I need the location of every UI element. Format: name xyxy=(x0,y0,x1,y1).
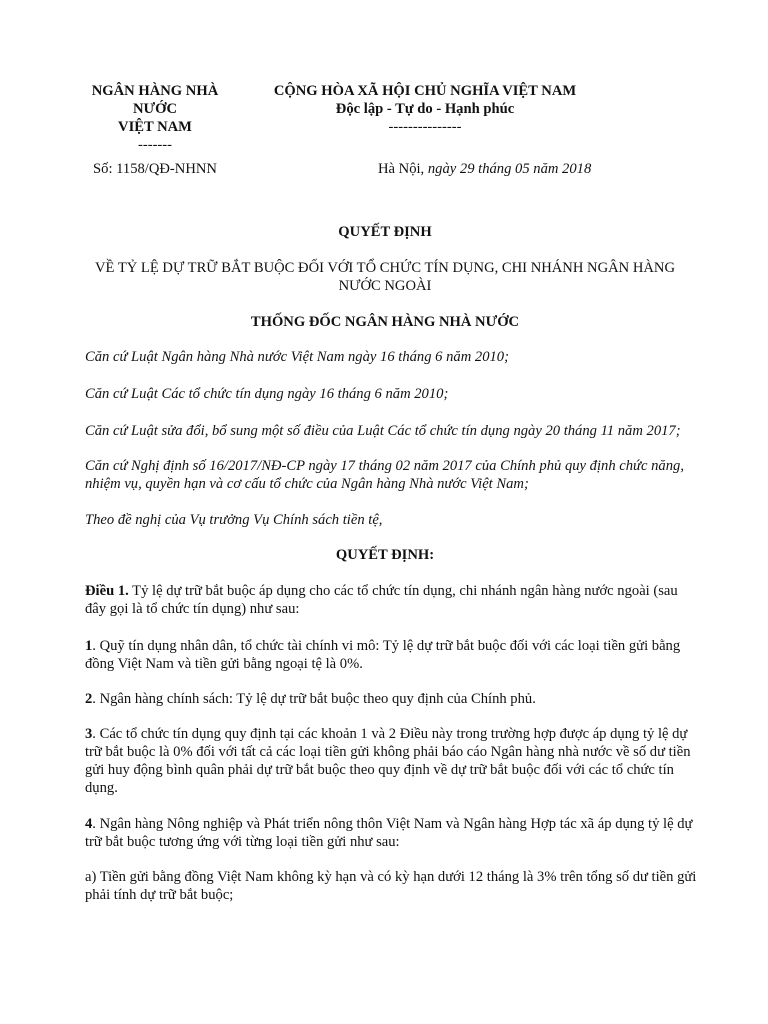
document-title: QUYẾT ĐỊNH xyxy=(338,224,432,240)
subject-line-1: VỀ TỶ LỆ DỰ TRỮ BẮT BUỘC ĐỐI VỚI TỔ CHỨC TÍN DỤNG, CHI NHÁNH NGÂN HÀNG xyxy=(94,260,675,276)
subject xyxy=(60,259,710,295)
clause-2-number: 2 xyxy=(85,691,93,707)
clause-4-number: 4 xyxy=(85,816,93,832)
country-name: CỘNG HÒA XÃ HỘI CHỦ NGHĨA VIỆT NAM xyxy=(273,83,577,99)
clause-3-number: 3 xyxy=(85,726,93,742)
issuer-block xyxy=(80,82,230,136)
clause-4-text: . Ngân hàng Nông nghiệp và Phát triển nông thôn Việt Nam và Ngân hàng Hợp tác xã áp dụng tỷ lệ dự trữ bắt buộc tương ứng với từng loại tiền gửi như sau: xyxy=(85,816,693,850)
article-1-label: Điều 1. xyxy=(85,583,129,599)
clause-1-text: . Quỹ tín dụng nhân dân, tổ chức tài chính vi mô: Tỷ lệ dự trữ bắt buộc đối với các loại tiền gửi bằng đồng Việt Nam và tiền gửi bằng ngoại tệ là 0%. xyxy=(85,638,681,672)
clause-3 xyxy=(85,725,697,797)
subject-line-2: NƯỚC NGOÀI xyxy=(338,278,432,294)
clause-2-text: . Ngân hàng chính sách: Tỷ lệ dự trữ bắt buộc theo quy định của Chính phủ. xyxy=(92,691,536,707)
issuing-authority: THỐNG ĐỐC NGÂN HÀNG NHÀ NƯỚC xyxy=(250,314,520,330)
clause-1 xyxy=(85,637,697,673)
issuer-line-3: VIỆT NAM xyxy=(118,119,192,135)
clause-4 xyxy=(85,815,697,851)
place: Hà Nội, xyxy=(378,161,425,177)
motto-separator: --------------- xyxy=(388,119,462,135)
clause-1-number: 1 xyxy=(85,638,93,654)
legal-basis-2: Căn cứ Luật Các tổ chức tín dụng ngày 16 tháng 6 năm 2010; xyxy=(85,386,449,402)
national-motto: Độc lập - Tự do - Hạnh phúc xyxy=(335,101,515,117)
issuer-line-1: NGÂN HÀNG NHÀ xyxy=(91,83,219,99)
point-a: a) Tiền gửi bằng đồng Việt Nam không kỳ hạn và có kỳ hạn dưới 12 tháng là 3% trên tổng số dư tiền gửi phải tính dự trữ bắt buộc; xyxy=(85,869,697,903)
issuer-line-2: NƯỚC xyxy=(132,101,178,117)
article-1 xyxy=(85,582,697,618)
legal-basis-3: Căn cứ Luật sửa đổi, bổ sung một số điều của Luật Các tổ chức tín dụng ngày 20 tháng 11 năm 2017; xyxy=(85,423,681,439)
decision-heading: QUYẾT ĐỊNH: xyxy=(335,547,435,563)
issue-date: ngày 29 tháng 05 năm 2018 xyxy=(427,161,592,177)
clause-2 xyxy=(85,690,697,708)
proposal-basis: Theo đề nghị của Vụ trưởng Vụ Chính sách tiền tệ, xyxy=(85,512,383,528)
article-1-text: Tỷ lệ dự trữ bắt buộc áp dụng cho các tổ chức tín dụng, chi nhánh ngân hàng nước ngoài (sau đây gọi là tổ chức tín dụng) như sau: xyxy=(85,583,678,617)
clause-3-text: . Các tổ chức tín dụng quy định tại các khoản 1 và 2 Điều này trong trường hợp được áp dụng tỷ lệ dự trữ bắt buộc là 0% đối với tất cả các loại tiền gửi không phải báo cáo Ngân hàng nhà nước về số dư tiền gửi huy động bình quân phải dự trữ bắt buộc theo quy định về dự trữ bắt buộc đối với các tổ chức tín dụng. xyxy=(85,726,691,796)
issuer-separator: ------- xyxy=(137,137,173,153)
legal-basis-4: Căn cứ Nghị định số 16/2017/NĐ-CP ngày 17 tháng 02 năm 2017 của Chính phủ quy định chức năng, nhiệm vụ, quyền hạn và cơ cấu tổ chức của Ngân hàng Nhà nước Việt Nam; xyxy=(85,458,684,492)
place-date xyxy=(378,160,638,178)
document-number: Số: 1158/QĐ-NHNN xyxy=(93,161,217,177)
legal-basis-1: Căn cứ Luật Ngân hàng Nhà nước Việt Nam ngày 16 tháng 6 năm 2010; xyxy=(85,349,509,365)
